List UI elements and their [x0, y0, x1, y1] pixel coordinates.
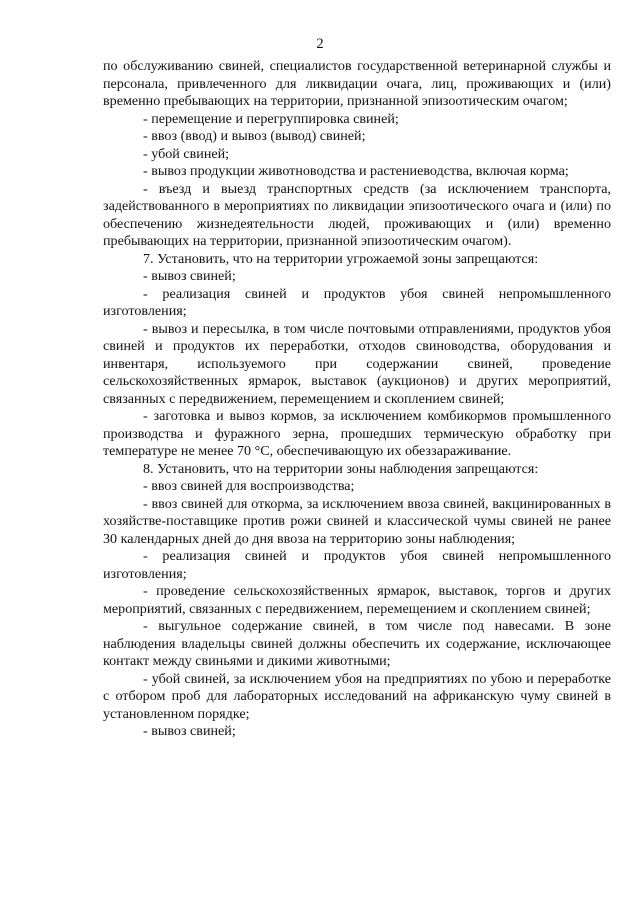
paragraph: - перемещение и перегруппировка свиней; [143, 110, 399, 127]
paragraph: - выгульное содержание свиней, в том числе под навесами. В зоне наблюдения владельцы свиней должны обеспечить их содержание, исключающее контакт между свиньями и дикими животными; [103, 618, 611, 669]
paragraph: 7. Установить, что на территории угрожаемой зоны запрещаются: [143, 250, 539, 267]
paragraph: по обслуживанию свиней, специалистов государственной ветеринарной службы и персонала, привлеченного для ликвидации очага, лиц, проживающих и (или) временно пребывающих на территории, признанной эпизоотическим очагом; [103, 58, 611, 109]
paragraph: - заготовка и вывоз кормов, за исключением комбикормов промышленного производства и фуражного зерна, прошедших термическую обработку при температуре не менее 70 °С, обеспечивающую их обеззараживание. [103, 408, 611, 459]
paragraph: 8. Установить, что на территории зоны наблюдения запрещаются: [143, 460, 539, 477]
paragraph: - реализация свиней и продуктов убоя свиней непромышленного изготовления; [103, 285, 611, 319]
paragraph: - вывоз свиней; [143, 268, 236, 284]
paragraph: - вывоз продукции животноводства и растениеводства, включая корма; [143, 163, 569, 179]
paragraph: - ввоз свиней для воспроизводства; [143, 478, 355, 494]
paragraph: - убой свиней; [143, 145, 230, 162]
paragraph: - убой свиней, за исключением убоя на предприятиях по убою и переработке с отбором проб для лабораторных исследований на африканскую чуму свиней в установленном порядке; [103, 670, 611, 722]
page-number: 2 [316, 36, 324, 52]
paragraph: - проведение сельскохозяйственных ярмарок, выставок, торгов и других мероприятий, связанных с передвижением, перемещением и скоплением свиней; [103, 583, 611, 617]
paragraph: - ввоз свиней для откорма, за исключением ввоза свиней, вакцинированных в хозяйстве-поставщике против рожи свиней и классической чумы свиней не ранее 30 календарных дней до дня ввоза на территорию зоны наблюдения; [103, 495, 611, 547]
document-body [103, 58, 611, 741]
paragraph: - реализация свиней и продуктов убоя свиней непромышленного изготовления; [103, 548, 611, 582]
paragraph: - вывоз и пересылка, в том числе почтовыми отправлениями, продуктов убоя свиней и продуктов их переработки, отходов свиноводства, оборудования и инвентаря, используемого при содержании свиней, проведение сельскохозяйственных ярмарок, выставок (аукционов) и других мероприятий, связанных с передвижением, перемещением и скоплением свиней; [103, 320, 611, 407]
paragraph: - въезд и выезд транспортных средств (за исключением транспорта, задействованного в мероприятиях по ликвидации эпизоотического очага и (или) по обеспечению жизнедеятельности людей, проживающих и (или) временно пребывающих на территории, признанной эпизоотическим очагом). [103, 180, 611, 249]
paragraph: - вывоз свиней; [143, 723, 236, 739]
paragraph: - ввоз (ввод) и вывоз (вывод) свиней; [143, 128, 366, 144]
